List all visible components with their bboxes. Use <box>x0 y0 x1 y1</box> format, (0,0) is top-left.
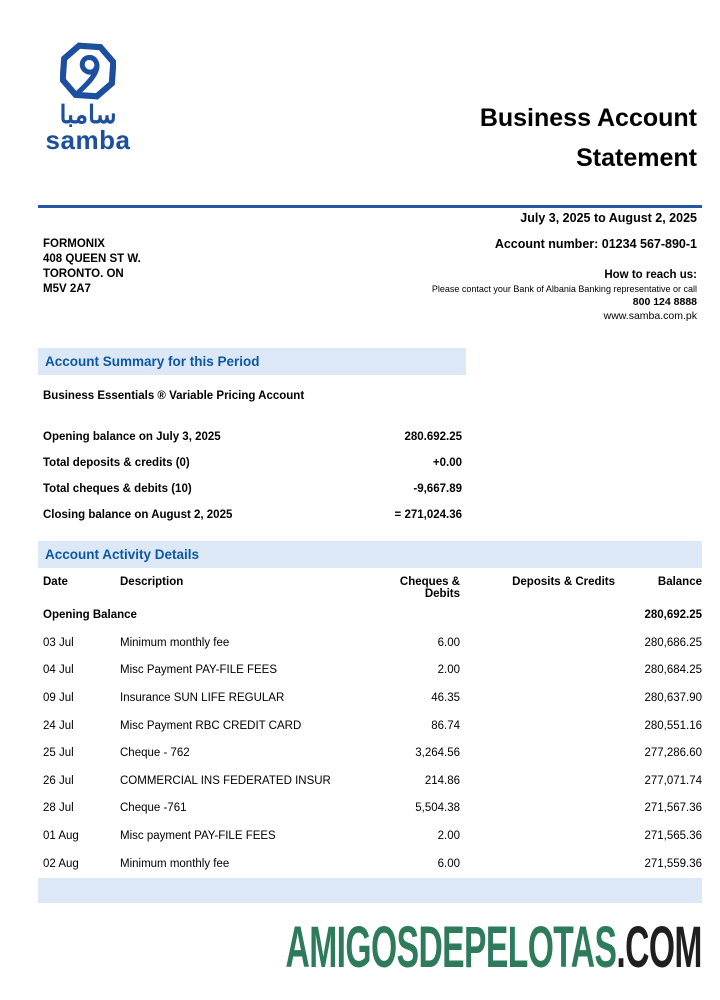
address-line: M5V 2A7 <box>43 283 91 295</box>
bank-logo <box>45 42 131 155</box>
cell-debit: 86.74 <box>431 719 460 732</box>
cell-description: Insurance SUN LIFE REGULAR <box>120 691 285 704</box>
cell-description: Misc payment PAY-FILE FEES <box>120 829 276 842</box>
cell-balance: 280,684.25 <box>644 664 702 677</box>
table-row <box>38 684 702 712</box>
reach-us-instructions: Please contact your Bank of Albania Banking representative or call <box>431 284 697 294</box>
account-type: Business Essentials ® Variable Pricing Account <box>43 390 305 402</box>
opening-balance-value: 280,692.25 <box>644 608 702 621</box>
document-title-line2: Statement <box>576 144 697 172</box>
summary-row-label: Opening balance on July 3, 2025 <box>43 431 221 443</box>
cell-date: 26 Jul <box>43 774 74 787</box>
table-footer-highlight-bar <box>38 878 702 903</box>
cell-debit: 5,504.38 <box>415 802 460 815</box>
cell-date: 28 Jul <box>43 802 74 815</box>
cell-description: Minimum monthly fee <box>120 857 230 870</box>
reach-us-website: www.samba.com.pk <box>603 310 697 322</box>
cell-debit: 2.00 <box>437 829 460 842</box>
opening-balance-label: Opening Balance <box>43 608 137 621</box>
cell-debit: 214.86 <box>424 774 460 787</box>
table-row <box>38 657 702 685</box>
cell-date: 01 Aug <box>43 829 79 842</box>
table-row <box>38 712 702 740</box>
summary-row-label: Total deposits & credits (0) <box>43 457 190 469</box>
watermark-logo-name: AMIGOSDEPELOTAS <box>285 915 617 980</box>
summary-row <box>43 450 462 476</box>
header-divider-rule <box>38 205 702 208</box>
table-row <box>38 850 702 878</box>
statement-period: July 3, 2025 to August 2, 2025 <box>520 211 697 225</box>
bank-name-latin: samba <box>45 125 131 155</box>
summary-row-label: Closing balance on August 2, 2025 <box>43 509 233 521</box>
table-row <box>38 629 702 657</box>
summary-row-label: Total cheques & debits (10) <box>43 483 192 495</box>
cell-debit: 6.00 <box>437 857 460 870</box>
cell-date: 25 Jul <box>43 747 74 760</box>
cell-date: 24 Jul <box>43 719 74 732</box>
cell-description: Cheque - 762 <box>120 747 190 760</box>
summary-row <box>43 502 462 528</box>
cell-balance: 277,286.60 <box>644 747 702 760</box>
activity-rows <box>38 629 702 877</box>
column-header-description: Description <box>120 576 184 588</box>
reach-us-heading: How to reach us: <box>604 269 697 281</box>
cell-balance: 280,686.25 <box>644 636 702 649</box>
samba-octagon-swan-icon <box>60 42 116 100</box>
bank-name-arabic: سامبا <box>59 101 117 129</box>
cell-date: 03 Jul <box>43 636 74 649</box>
opening-balance-row <box>38 600 702 629</box>
summary-row-value: = 271,024.36 <box>394 509 462 521</box>
summary-row-value: 280.692.25 <box>404 431 462 443</box>
activity-table-header <box>38 576 702 600</box>
cell-debit: 2.00 <box>437 664 460 677</box>
table-row <box>38 739 702 767</box>
address-line: 408 QUEEN ST W. <box>43 253 141 265</box>
cell-debit: 3,264.56 <box>415 747 460 760</box>
reach-us-phone: 800 124 8888 <box>632 296 697 308</box>
column-header-credits: Deposits & Credits <box>512 576 615 588</box>
activity-table <box>38 576 702 877</box>
cell-debit: 6.00 <box>437 636 460 649</box>
table-row <box>38 795 702 823</box>
statement-meta <box>432 211 697 322</box>
cell-balance: 271,565.36 <box>644 829 702 842</box>
document-title <box>480 98 697 178</box>
cell-balance: 280,637.90 <box>644 691 702 704</box>
cell-debit: 46.35 <box>431 691 460 704</box>
cell-description: Misc Payment RBC CREDIT CARD <box>120 719 302 732</box>
cell-balance: 271,567.36 <box>644 802 702 815</box>
table-row <box>38 767 702 795</box>
account-number: Account number: 01234 567-890-1 <box>494 237 697 251</box>
watermark-logo-tld: .COM <box>616 915 702 980</box>
activity-section-header <box>38 541 702 568</box>
cell-description: Cheque -761 <box>120 802 187 815</box>
cell-balance: 271,559.36 <box>644 857 702 870</box>
activity-section-title: Account Activity Details <box>45 547 200 562</box>
summary-section-header <box>38 348 466 375</box>
summary-row-value: -9,667.89 <box>413 483 462 495</box>
cell-description: Minimum monthly fee <box>120 636 230 649</box>
column-header-date: Date <box>43 576 68 588</box>
cell-description: COMMERCIAL INS FEDERATED INSUR <box>120 774 331 787</box>
summary-section-title: Account Summary for this Period <box>45 354 260 369</box>
summary-row-value: +0.00 <box>432 457 462 469</box>
summary-rows <box>43 424 462 528</box>
address-line: TORONTO. ON <box>43 268 124 280</box>
column-header-debits: Cheques & Debits <box>399 576 460 600</box>
column-header-balance: Balance <box>657 576 702 588</box>
cell-balance: 277,071.74 <box>644 774 702 787</box>
document-title-line1: Business Account <box>479 104 697 132</box>
cell-date: 09 Jul <box>43 691 74 704</box>
cell-date: 02 Aug <box>43 857 79 870</box>
summary-row <box>43 476 462 502</box>
customer-address <box>43 237 141 297</box>
watermark-logo <box>285 915 702 980</box>
cell-description: Misc Payment PAY-FILE FEES <box>120 664 278 677</box>
cell-balance: 280,551.16 <box>644 719 702 732</box>
summary-row <box>43 424 462 450</box>
cell-date: 04 Jul <box>43 664 74 677</box>
table-row <box>38 822 702 850</box>
address-line: FORMONIX <box>43 238 105 250</box>
